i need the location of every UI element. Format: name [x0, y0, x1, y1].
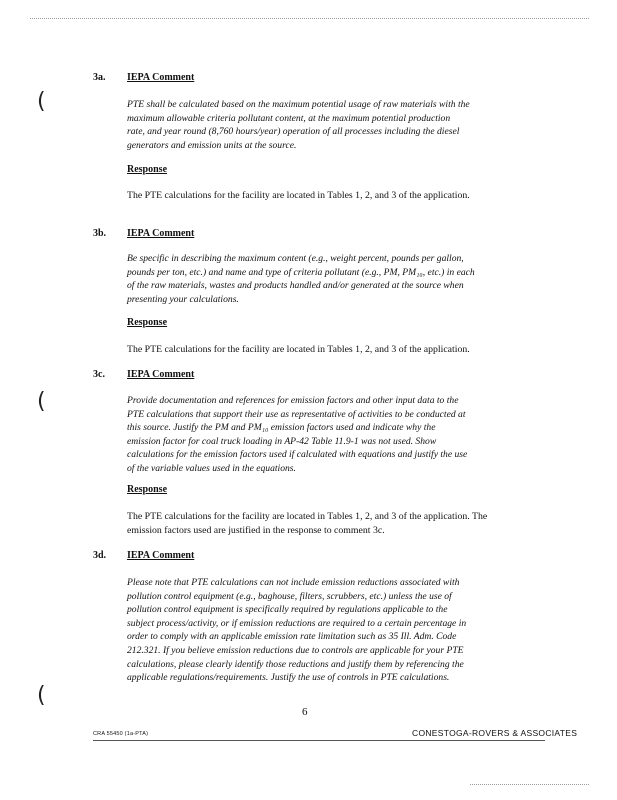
comment-line: emission factor for coal truck loading in AP-42 Table 11.9-1 was not used. Show [127, 435, 437, 447]
comment-line: calculations for the emission factors used if calculated with equations and justify the use [127, 449, 468, 461]
comment-heading: IEPA Comment [127, 369, 195, 380]
response-text [127, 510, 557, 537]
comment-line: generators and emission units at the source. [127, 139, 297, 151]
comment-line: pollution control equipment is specifically required by regulations applicable to the [127, 604, 448, 616]
comment-line: 212.321. If you believe emission reductions due to controls are applicable for your PTE [127, 644, 464, 656]
comment-line: this source. Justify the PM and PM₁₀ emission factors used and indicate why the [127, 422, 436, 434]
response-heading: Response [127, 164, 168, 175]
response-text [127, 343, 557, 357]
section-number: 3c. [93, 369, 105, 380]
comment-heading: IEPA Comment [127, 550, 195, 561]
response-text [127, 189, 557, 203]
comment-line: PTE calculations that support their use as representative of activities to be conducted at [127, 408, 466, 420]
response-line: emission factors used are justified in the response to comment 3c. [127, 524, 385, 536]
response-heading: Response [127, 484, 168, 495]
comment-line: of the raw materials, wastes and products handled and/or generated at the source when [127, 280, 464, 292]
section-number: 3b. [93, 228, 107, 239]
page-number: 6 [302, 706, 308, 718]
punch-hole-mark: ( [37, 389, 46, 414]
comment-line: rate, and year round (8,760 hours/year) operation of all processes including the diesel [127, 126, 460, 138]
punch-hole-mark: ( [37, 89, 46, 114]
comment-line: order to comply with an applicable emission rate limitation such as 35 Ill. Adm. Code [127, 631, 457, 643]
footer-rule [93, 740, 545, 741]
response-line: The PTE calculations for the facility are located in Tables 1, 2, and 3 of the application. [127, 190, 470, 201]
footer-company-name: CONESTOGA-ROVERS & ASSOCIATES [412, 728, 578, 738]
comment-line: pollution control equipment (e.g., baghouse, filters, scrubbers, etc.) unless the use of [127, 590, 452, 602]
response-line: The PTE calculations for the facility are located in Tables 1, 2, and 3 of the application. [127, 344, 470, 355]
comment-text [127, 394, 551, 476]
comment-heading: IEPA Comment [127, 72, 195, 83]
comment-line: of the variable values used in the equations. [127, 462, 296, 474]
comment-text [127, 576, 551, 685]
comment-line: calculations, please clearly identify those reductions and justify them by referencing the [127, 658, 464, 670]
section-number: 3a. [93, 72, 106, 83]
punch-hole-mark: ( [37, 683, 46, 708]
comment-line: applicable regulations/requirements. Justify the use of controls in PTE calculations. [127, 672, 450, 684]
comment-line: Please note that PTE calculations can not include emission reductions associated with [127, 577, 460, 588]
footer-document-code: CRA 55450 (1a-PTA) [93, 731, 149, 737]
comment-line: presenting your calculations. [127, 293, 239, 305]
comment-line: PTE shall be calculated based on the maximum potential usage of raw materials with the [127, 99, 470, 110]
comment-line: Be specific in describing the maximum content (e.g., weight percent, pounds per gallon, [127, 253, 464, 264]
comment-line: pounds per ton, etc.) and name and type of criteria pollutant (e.g., PM, PM₁₀, etc.) in each [127, 266, 475, 278]
response-heading: Response [127, 317, 168, 328]
scan-bottom-edge [470, 784, 589, 785]
section-number: 3d. [93, 550, 107, 561]
scan-top-edge [30, 18, 589, 19]
comment-line: Provide documentation and references for emission factors and other input data to the [127, 395, 459, 406]
comment-line: maximum allowable criteria pollutant content, at the maximum potential production [127, 112, 451, 124]
response-line: The PTE calculations for the facility are located in Tables 1, 2, and 3 of the application. The [127, 511, 488, 522]
comment-line: subject process/activity, or if emission reductions are required to a certain percentage in [127, 617, 467, 629]
comment-text [127, 98, 551, 152]
comment-heading: IEPA Comment [127, 228, 195, 239]
comment-text [127, 252, 551, 306]
